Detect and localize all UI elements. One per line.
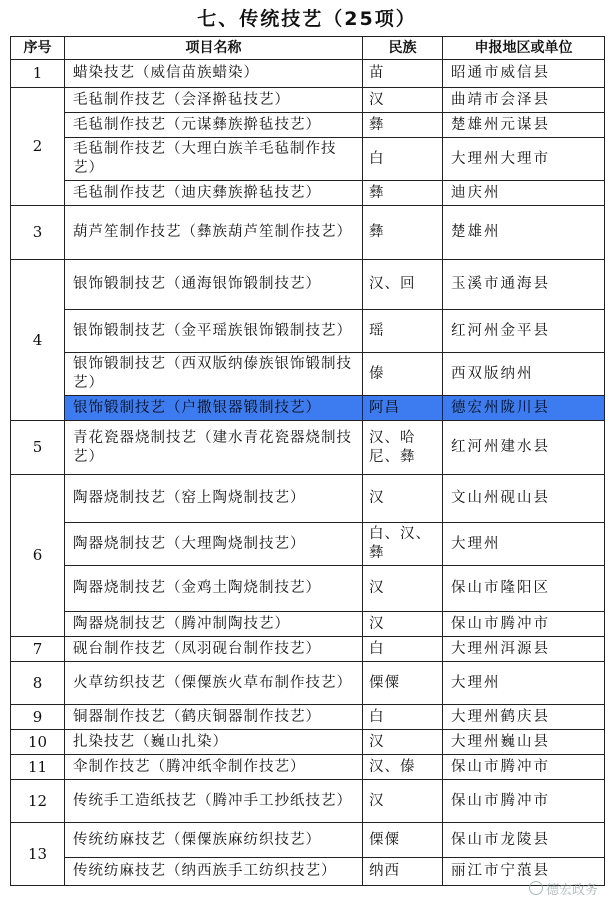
region-unit: 红河州建水县 xyxy=(443,421,605,475)
page-title: 七、传统技艺（25项） xyxy=(197,8,417,30)
project-name: 火草纺织技艺（傈僳族火草布制作技艺） xyxy=(65,662,363,705)
region-unit: 大理州巍山县 xyxy=(443,730,605,755)
table-row xyxy=(11,396,605,421)
table-row xyxy=(11,523,605,566)
region-unit: 大理州鹤庆县 xyxy=(443,705,605,730)
row-number: 10 xyxy=(11,730,65,755)
header-no: 序号 xyxy=(11,37,65,60)
ethnic-group: 彝 xyxy=(363,181,443,206)
region-unit: 大理州 xyxy=(443,523,605,566)
row-number: 6 xyxy=(11,475,65,637)
ethnic-group: 汉、傣 xyxy=(363,755,443,780)
region-unit: 文山州砚山县 xyxy=(443,475,605,523)
project-name: 银饰锻制技艺（通海银饰锻制技艺） xyxy=(65,260,363,310)
ethnic-group: 白 xyxy=(363,138,443,181)
project-name: 蜡染技艺（威信苗族蜡染） xyxy=(65,60,363,88)
ethnic-group: 彝 xyxy=(363,206,443,260)
ethnic-group: 苗 xyxy=(363,60,443,88)
ethnic-group: 汉 xyxy=(363,566,443,612)
watermark xyxy=(529,879,598,898)
region-unit: 大理州大理市 xyxy=(443,138,605,181)
ethnic-group: 彝 xyxy=(363,113,443,138)
heritage-table xyxy=(10,36,605,886)
ethnic-group: 傈僳 xyxy=(363,823,443,858)
table-row xyxy=(11,475,605,523)
ethnic-group: 汉 xyxy=(363,88,443,113)
table-row xyxy=(11,858,605,886)
row-number: 8 xyxy=(11,662,65,705)
ethnic-group: 白 xyxy=(363,705,443,730)
ethnic-group: 汉 xyxy=(363,730,443,755)
project-name: 银饰锻制技艺（金平瑶族银饰锻制技艺） xyxy=(65,310,363,353)
ethnic-group: 傣 xyxy=(363,353,443,396)
project-name: 扎染技艺（巍山扎染） xyxy=(65,730,363,755)
project-name: 陶器烧制技艺（大理陶烧制技艺） xyxy=(65,523,363,566)
row-number: 11 xyxy=(11,755,65,780)
watermark-text: 德宏政务 xyxy=(545,883,598,898)
project-name: 传统纺麻技艺（纳西族手工纺织技艺） xyxy=(65,858,363,886)
region-unit: 保山市腾冲市 xyxy=(443,755,605,780)
table-row xyxy=(11,310,605,353)
region-unit: 保山市腾冲市 xyxy=(443,612,605,637)
row-number: 13 xyxy=(11,823,65,886)
table-body xyxy=(11,60,605,886)
project-name: 毛毡制作技艺（大理白族羊毛毡制作技艺） xyxy=(65,138,363,181)
row-number: 1 xyxy=(11,60,65,88)
header-name: 项目名称 xyxy=(65,37,363,60)
table-row xyxy=(11,637,605,662)
ethnic-group: 白 xyxy=(363,637,443,662)
project-name: 铜器制作技艺（鹤庆铜器制作技艺） xyxy=(65,705,363,730)
region-unit: 红河州金平县 xyxy=(443,310,605,353)
project-name: 毛毡制作技艺（会泽擀毡技艺） xyxy=(65,88,363,113)
table-row xyxy=(11,181,605,206)
table-row xyxy=(11,566,605,612)
ethnic-group: 瑶 xyxy=(363,310,443,353)
row-number: 4 xyxy=(11,260,65,421)
row-number: 2 xyxy=(11,88,65,206)
region-unit: 昭通市威信县 xyxy=(443,60,605,88)
ethnic-group: 汉 xyxy=(363,612,443,637)
project-name: 陶器烧制技艺（窑上陶烧制技艺） xyxy=(65,475,363,523)
ethnic-group: 汉、回 xyxy=(363,260,443,310)
project-name: 传统纺麻技艺（傈僳族麻纺织技艺） xyxy=(65,823,363,858)
project-name: 葫芦笙制作技艺（彝族葫芦笙制作技艺） xyxy=(65,206,363,260)
header-region: 申报地区或单位 xyxy=(443,37,605,60)
ethnic-group: 纳西 xyxy=(363,858,443,886)
region-unit: 保山市腾冲市 xyxy=(443,780,605,823)
table-row xyxy=(11,353,605,396)
project-name: 银饰锻制技艺（西双版纳傣族银饰锻制技艺） xyxy=(65,353,363,396)
project-name: 银饰锻制技艺（户撒银器锻制技艺） xyxy=(65,396,363,421)
region-unit: 西双版纳州 xyxy=(443,353,605,396)
region-unit: 保山市龙陵县 xyxy=(443,823,605,858)
ethnic-group: 傈僳 xyxy=(363,662,443,705)
wechat-icon xyxy=(529,881,543,895)
table-row xyxy=(11,662,605,705)
project-name: 毛毡制作技艺（迪庆彝族擀毡技艺） xyxy=(65,181,363,206)
row-number: 5 xyxy=(11,421,65,475)
table-row xyxy=(11,823,605,858)
ethnic-group: 汉 xyxy=(363,475,443,523)
region-unit: 大理州 xyxy=(443,662,605,705)
table-row xyxy=(11,780,605,823)
table-row xyxy=(11,612,605,637)
row-number: 12 xyxy=(11,780,65,823)
table-row xyxy=(11,138,605,181)
region-unit: 大理州洱源县 xyxy=(443,637,605,662)
region-unit: 迪庆州 xyxy=(443,181,605,206)
region-unit: 曲靖市会泽县 xyxy=(443,88,605,113)
region-unit: 楚雄州 xyxy=(443,206,605,260)
row-number: 9 xyxy=(11,705,65,730)
table-row xyxy=(11,60,605,88)
region-unit: 德宏州陇川县 xyxy=(443,396,605,421)
region-unit: 楚雄州元谋县 xyxy=(443,113,605,138)
ethnic-group: 阿昌 xyxy=(363,396,443,421)
project-name: 陶器烧制技艺（金鸡土陶烧制技艺） xyxy=(65,566,363,612)
table-row xyxy=(11,421,605,475)
table-header-row xyxy=(11,37,605,60)
project-name: 砚台制作技艺（凤羽砚台制作技艺） xyxy=(65,637,363,662)
project-name: 毛毡制作技艺（元谋彝族擀毡技艺） xyxy=(65,113,363,138)
table-row xyxy=(11,88,605,113)
row-number: 3 xyxy=(11,206,65,260)
ethnic-group: 汉、哈尼、彝 xyxy=(363,421,443,475)
project-name: 伞制作技艺（腾冲纸伞制作技艺） xyxy=(65,755,363,780)
header-ethnic: 民族 xyxy=(363,37,443,60)
ethnic-group: 白、汉、彝 xyxy=(363,523,443,566)
row-number: 7 xyxy=(11,637,65,662)
table-row xyxy=(11,730,605,755)
region-unit: 丽江市宁蒗县 xyxy=(443,858,605,886)
project-name: 青花瓷器烧制技艺（建水青花瓷器烧制技艺） xyxy=(65,421,363,475)
region-unit: 保山市隆阳区 xyxy=(443,566,605,612)
ethnic-group: 汉 xyxy=(363,780,443,823)
project-name: 传统手工造纸技艺（腾冲手工抄纸技艺） xyxy=(65,780,363,823)
project-name: 陶器烧制技艺（腾冲制陶技艺） xyxy=(65,612,363,637)
table-row xyxy=(11,755,605,780)
table-row xyxy=(11,206,605,260)
region-unit: 玉溪市通海县 xyxy=(443,260,605,310)
table-row xyxy=(11,260,605,310)
table-row xyxy=(11,113,605,138)
table-row xyxy=(11,705,605,730)
